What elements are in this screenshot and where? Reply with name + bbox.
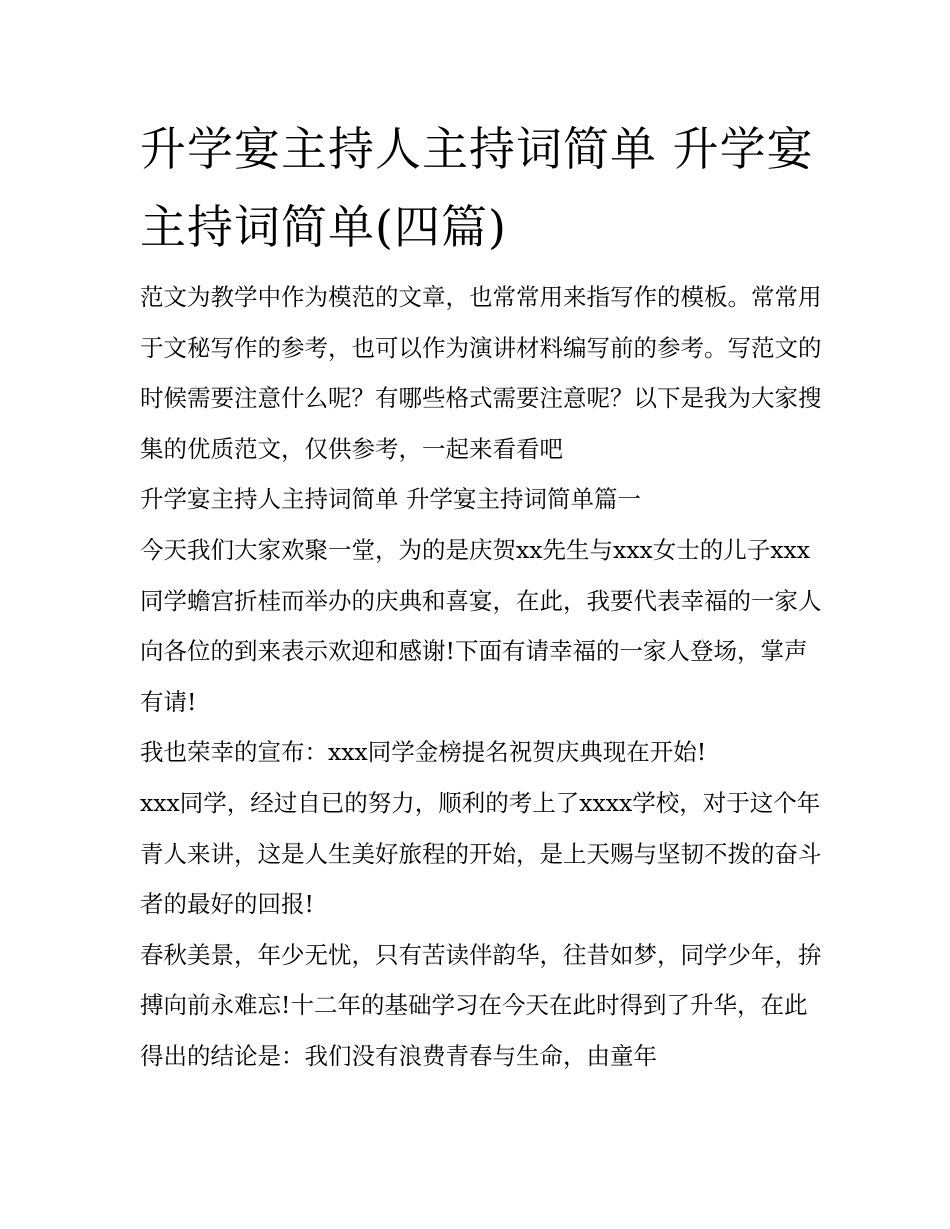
document-page xyxy=(140,110,830,1082)
paragraph-intro: 范文为教学中作为模范的文章，也常常用来指写作的模板。常常用于文秘写作的参考，也可以作为演讲材料编写前的参考。写范文的时候需要注意什么呢？有哪些格式需要注意呢？以下是我为大家搜集的优质范文，仅供参考，一起来看看吧 xyxy=(140,283,822,463)
section-heading: 升学宴主持人主持词简单 升学宴主持词简单篇一 xyxy=(140,485,641,514)
paragraph-announcement: 我也荣幸的宣布：xxx同学金榜提名祝贺庆典现在开始! xyxy=(140,738,707,767)
paragraph-achievement: xxx同学，经过自已的努力，顺利的考上了xxxx学校，对于这个年青人来讲，这是人生美好旅程的开始，是上天赐与坚韧不拨的奋斗者的最好的回报! xyxy=(140,788,822,919)
paragraph-welcome: 今天我们大家欢聚一堂，为的是庆贺xx先生与xxx女士的儿子xxx同学蟾宫折桂而举办的庆典和喜宴，在此，我要代表幸福的一家人向各位的到来表示欢迎和感谢!下面有请幸福的一家人登场，掌声有请! xyxy=(140,535,822,716)
paragraph-reflection: 春秋美景，年少无忧，只有苦读伴韵华，往昔如梦，同学少年，拚搏向前永难忘!十二年的基础学习在今天在此时得到了升华，在此得出的结论是：我们没有浪费青春与生命，由童年 xyxy=(140,940,822,1070)
document-title: 升学宴主持人主持词简单 升学宴主持词简单(四篇) xyxy=(140,122,814,254)
document-body xyxy=(140,272,830,1082)
